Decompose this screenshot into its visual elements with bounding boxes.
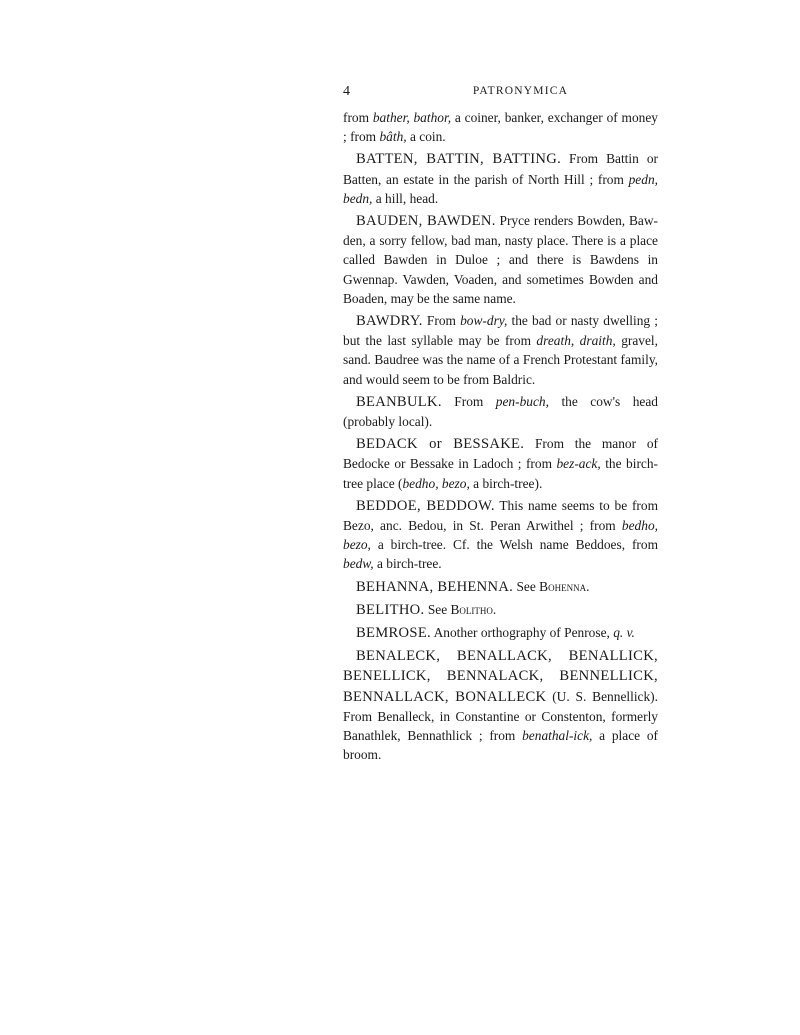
dictionary-entry [343, 496, 658, 574]
entry-headword: BEHANNA, BEHENNA. [356, 578, 514, 595]
entry-text: From [422, 313, 461, 329]
italic-term: q. v. [613, 625, 635, 641]
entry-headword: BEDACK or BESSAKE. [356, 436, 525, 453]
entry-headword: BENALECK, BENALLACK, BENALLICK, BENELLICK, BENNALACK, BENNELLICK, BENNALLACK, BONALLECK [343, 648, 658, 705]
italic-term: bezo, [343, 537, 371, 553]
entry-text: a place of broom. [343, 728, 658, 763]
dictionary-entry [343, 600, 658, 620]
italic-term: bedho, [402, 475, 439, 491]
book-page [343, 84, 658, 768]
entry-text: (U. S. Bennellick). From Benalleck, in Constantine or Constenton, formerly Banathlek, Bennathlick ; from [343, 688, 658, 744]
running-head [343, 84, 658, 102]
dictionary-entry [343, 149, 658, 208]
entry-text: From the manor of Bedocke or Bessake in Ladoch ; from [343, 436, 658, 472]
dictionary-entry [343, 434, 658, 493]
italic-term: pen-buch, [495, 393, 549, 409]
entry-text: a birch-tree). [469, 475, 543, 491]
entry-text: a coin. [406, 129, 446, 145]
entry-text: a birch-tree. Cf. the Welsh name Beddoes, from [370, 537, 658, 553]
entry-text: from [343, 110, 373, 125]
entry-text: Another orthography of Penrose, [430, 625, 614, 641]
italic-term: benathal-ick, [522, 728, 593, 744]
italic-term: bâth, [379, 129, 407, 145]
entry-text: a coiner, banker, exchanger of money ; from [343, 110, 658, 145]
running-title: PATRONYMICA [472, 85, 569, 97]
italic-term: draith, [579, 333, 616, 349]
entry-headword: BAWDRY. [356, 313, 423, 330]
entry-text: From Battin or Batten, an estate in the parish of North Hill ; from [343, 151, 658, 187]
italic-term: bedho, [621, 518, 658, 534]
entry-text: a hill, head. [372, 190, 439, 206]
entry-headword: BEMROSE. [356, 625, 431, 642]
dictionary-entry [343, 646, 658, 764]
italic-term: dreath, [536, 333, 575, 349]
italic-term: bedw, [343, 556, 374, 572]
italic-term: bedn, [343, 190, 373, 206]
entry-headword: BEANBULK. [356, 393, 442, 410]
dictionary-entry [343, 211, 658, 308]
entry-continuation [343, 108, 658, 146]
dictionary-entry [343, 311, 658, 389]
dictionary-entry [343, 392, 658, 431]
entry-text: the cow's head (probably local). [343, 393, 658, 430]
italic-term: bez-ack, [556, 456, 601, 472]
italic-term: pedn, [628, 171, 658, 187]
entry-text: Pryce renders Bowden, Baw-den, a sorry fellow, bad man, nasty place. There is a place called Bawden in Duloe ; and there is Bawdens in Gwennap. Vawden, Voaden, and sometimes Bowden and Boaden, may be the same name. [343, 213, 658, 306]
dictionary-entry [343, 623, 658, 643]
dictionary-entry [343, 577, 658, 597]
entry-text: See [513, 578, 540, 594]
cross-reference: Bolitho. [450, 601, 497, 617]
dictionary-entries [343, 108, 658, 765]
entry-headword: BATTEN, BATTIN, BATTING. [356, 151, 562, 168]
entry-headword: BEDDOE, BEDDOW. [356, 497, 495, 514]
page-number: 4 [343, 84, 350, 99]
entry-headword: BELITHO. [356, 601, 425, 618]
entry-text: a birch-tree. [373, 556, 442, 572]
entry-text: This name seems to be from Bezo, anc. Bedou, in St. Peran Arwithel ; from [343, 497, 658, 534]
entry-text: See [424, 601, 451, 617]
italic-term: bather, [372, 110, 410, 125]
italic-term: bezo, [441, 475, 470, 491]
entry-headword: BAUDEN, BAWDEN. [356, 213, 496, 230]
entry-text: the bad or nasty dwelling ; but the last syllable may be from [343, 313, 659, 349]
cross-reference: Bohenna. [539, 578, 590, 594]
entry-text: the birch-tree place ( [343, 456, 659, 491]
entry-text: From [441, 393, 496, 409]
entry-text: gravel, sand. Baudree was the name of a French Protestant family, and would seem to be from Baldric. [343, 333, 658, 387]
italic-term: bathor, [413, 110, 452, 125]
italic-term: bow-dry, [460, 313, 508, 329]
